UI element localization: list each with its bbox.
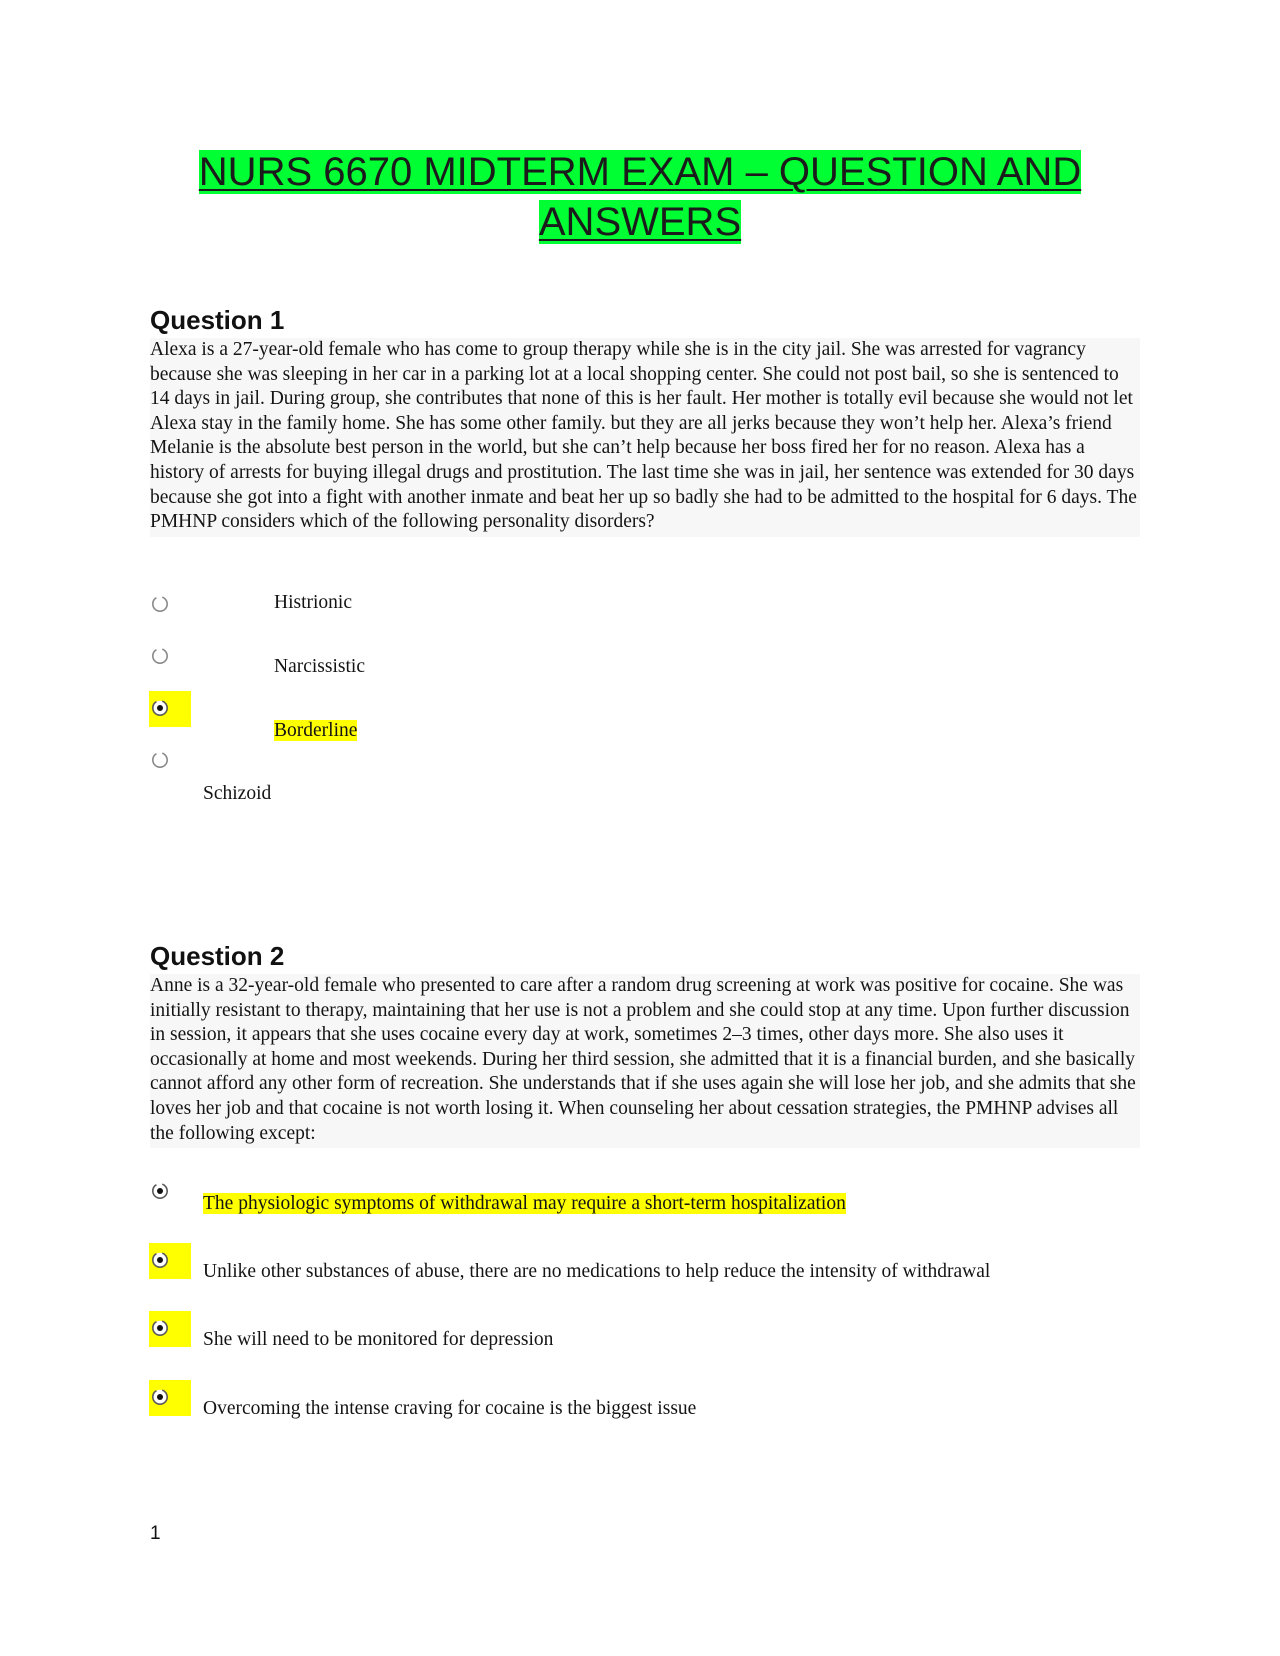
radio-selected-icon[interactable] bbox=[151, 1251, 169, 1269]
q1-option-label bbox=[274, 719, 357, 743]
q2-option-label: Unlike other substances of abuse, there are no medications to help reduce the intensity of withdrawal bbox=[203, 1261, 991, 1282]
q1-option-label: Schizoid bbox=[203, 783, 272, 804]
question-2-heading: Question 2 bbox=[150, 941, 285, 971]
q1-option-label: Narcissistic bbox=[274, 656, 365, 677]
q2-answer-highlight: The physiologic symptoms of withdrawal may require a short-term hospitalization bbox=[203, 1193, 846, 1214]
q1-answer-highlight: Borderline bbox=[274, 720, 358, 741]
radio-selected-icon[interactable] bbox=[151, 699, 169, 717]
q1-option-label: Histrionic bbox=[274, 592, 352, 613]
q2-option-label: Overcoming the intense craving for cocaine is the biggest issue bbox=[203, 1398, 697, 1419]
radio-selected-icon[interactable] bbox=[151, 1388, 169, 1406]
q2-option-label bbox=[203, 1192, 846, 1216]
radio-selected-icon[interactable] bbox=[151, 1182, 169, 1200]
question-2-text: Anne is a 32-year-old female who presented to care after a random drug screening at work was positive for cocaine. She was initially resistant to therapy, maintaining that her use is not a problem and she could stop at any time. Upon further discussion in session, it appears that she uses cocaine every day at work, sometimes 2–3 times, other days more. She also uses it occasionally at home and most weekends. During her third session, she admitted that it is a financial burden, and she basically cannot afford any other form of recreation. She understands that if she uses again she will lose her job, and she admits that she loves her job and that cocaine is not worth losing it. When counseling her about cessation strategies, the PMHNP advises all the following except: bbox=[150, 974, 1140, 1148]
radio-unselected-icon[interactable] bbox=[151, 647, 169, 665]
radio-selected-icon[interactable] bbox=[151, 1319, 169, 1337]
q2-option-label: She will need to be monitored for depression bbox=[203, 1329, 554, 1350]
document-title-text: NURS 6670 MIDTERM EXAM – QUESTION AND ANSWERS bbox=[198, 150, 1082, 244]
radio-unselected-icon[interactable] bbox=[151, 595, 169, 613]
radio-unselected-icon[interactable] bbox=[151, 751, 169, 769]
question-1-heading: Question 1 bbox=[150, 305, 285, 335]
document-title bbox=[150, 147, 1130, 247]
question-1-text: Alexa is a 27-year-old female who has come to group therapy while she is in the city jail. She was arrested for vagrancy because she was sleeping in her car in a parking lot at a local shopping center. She could not post bail, so she is sentenced to 14 days in jail. During group, she contributes that none of this is her fault. Her mother is totally evil because she would not let Alexa stay in the family home. She has some other family. but they are all jerks because they won’t help her. Alexa’s friend Melanie is the absolute best person in the world, but she can’t help because her boss fired her for no reason. Alexa has a history of arrests for buying illegal drugs and prostitution. The last time she was in jail, her sentence was extended for 30 days because she got into a fight with another inmate and beat her up so badly she had to be admitted to the hospital for 6 days. The PMHNP considers which of the following personality disorders? bbox=[150, 338, 1140, 537]
page-number: 1 bbox=[150, 1523, 161, 1544]
